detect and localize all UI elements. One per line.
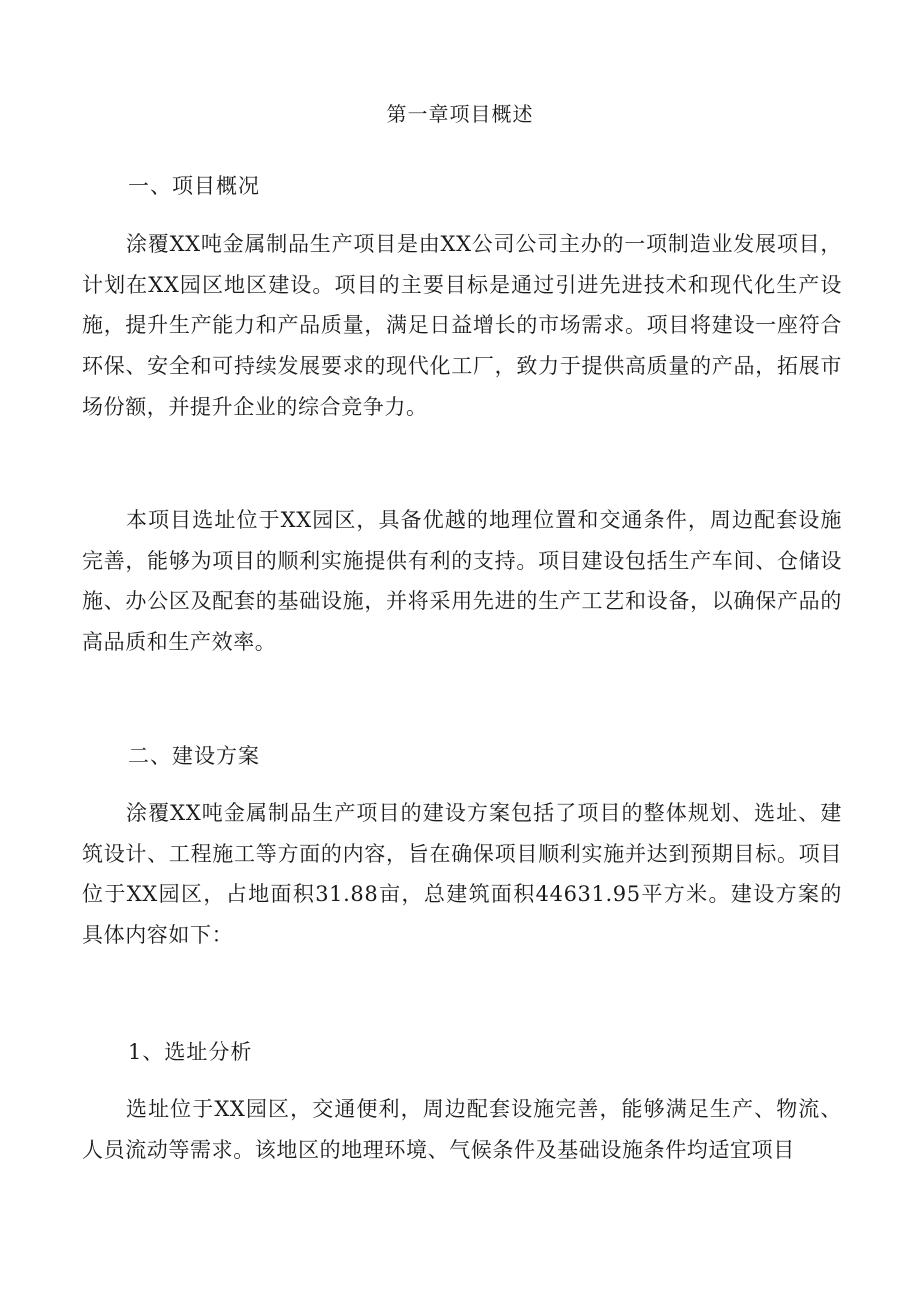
paragraph-overview-2: 本项目选址位于XX园区，具备优越的地理位置和交通条件，周边配套设施完善，能够为项目的顺利实施提供有利的支持。项目建设包括生产车间、仓储设施、办公区及配套的基础设施，并将采用先进的生产工艺和设备，以确保产品的高品质和生产效率。 xyxy=(82,508,842,655)
chapter-title: 第一章项目概述 xyxy=(386,102,534,126)
paragraph-site-analysis-1: 选址位于XX园区，交通便利，周边配套设施完善，能够满足生产、物流、人员流动等需求。该地区的地理环境、气候条件及基础设施条件均适宜项目 xyxy=(82,1097,842,1162)
section-heading-construction-plan: 二、建设方案 xyxy=(128,744,260,768)
paragraph-construction-plan-1: 涂覆XX吨金属制品生产项目的建设方案包括了项目的整体规划、选址、建筑设计、工程施工等方面的内容，旨在确保项目顺利实施并达到预期目标。项目位于XX园区，占地面积31.88亩，总建筑面积44631.95平方米。建设方案的具体内容如下： xyxy=(82,801,842,948)
subsection-heading-site-analysis: 1、选址分析 xyxy=(128,1040,253,1064)
paragraph-overview-1: 涂覆XX吨金属制品生产项目是由XX公司公司主办的一项制造业发展项目，计划在XX园区地区建设。项目的主要目标是通过引进先进技术和现代化生产设施，提升生产能力和产品质量，满足日益增长的市场需求。项目将建设一座符合环保、安全和可持续发展要求的现代化工厂，致力于提供高质量的产品，拓展市场份额，并提升企业的综合竞争力。 xyxy=(82,232,842,419)
section-heading-overview: 一、项目概况 xyxy=(128,174,260,198)
